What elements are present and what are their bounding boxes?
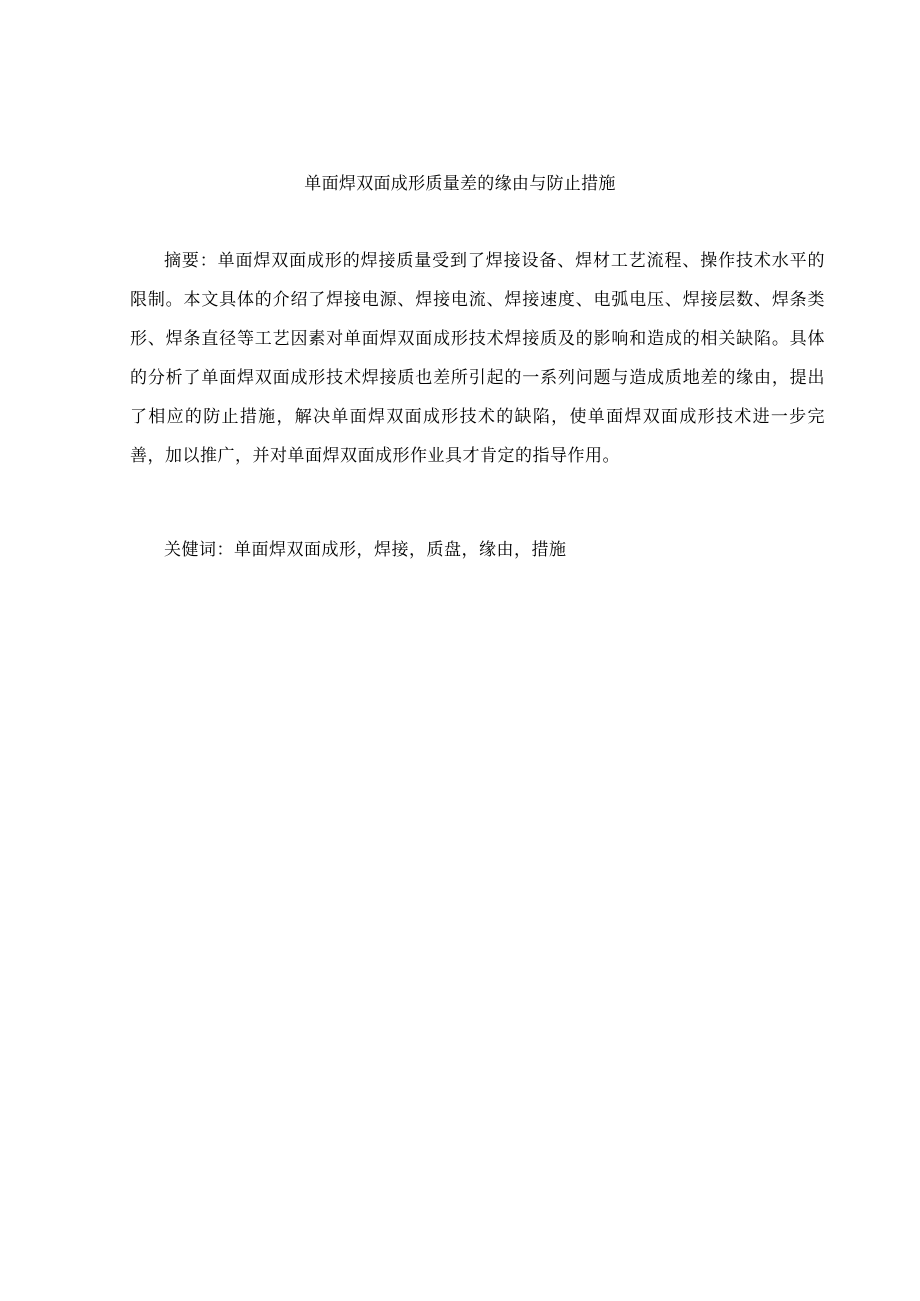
keywords-paragraph xyxy=(130,531,825,570)
abstract-paragraph xyxy=(130,242,825,476)
abstract-text: 单面焊双面成形的焊接质量受到了焊接设备、焊材工艺流程、操作技术水平的限制。本文具体的介绍了焊接电源、焊接电流、焊接速度、电弧电压、焊接层数、焊条类形、焊条直径等工艺因素对单面焊双面成形技术焊接质及的影响和造成的相关缺陷。具体的分析了单面焊双面成形技术焊接质也差所引起的一系列问题与造成质地差的缘由，提出了相应的防止措施，解决单面焊双面成形技术的缺陷，使单面焊双面成形技术进一步完善，加以推广，并对单面焊双面成形作业具才肯定的指导作用。 xyxy=(130,251,825,466)
document-title: 单面焊双面成形质量差的缘由与防止措施 xyxy=(304,174,616,194)
abstract-label: 摘要： xyxy=(164,251,218,271)
keywords-label: 关健词： xyxy=(164,540,234,560)
keywords-text: 单面焊双面成形，焊接，质盘，缘由，措施 xyxy=(234,540,567,560)
